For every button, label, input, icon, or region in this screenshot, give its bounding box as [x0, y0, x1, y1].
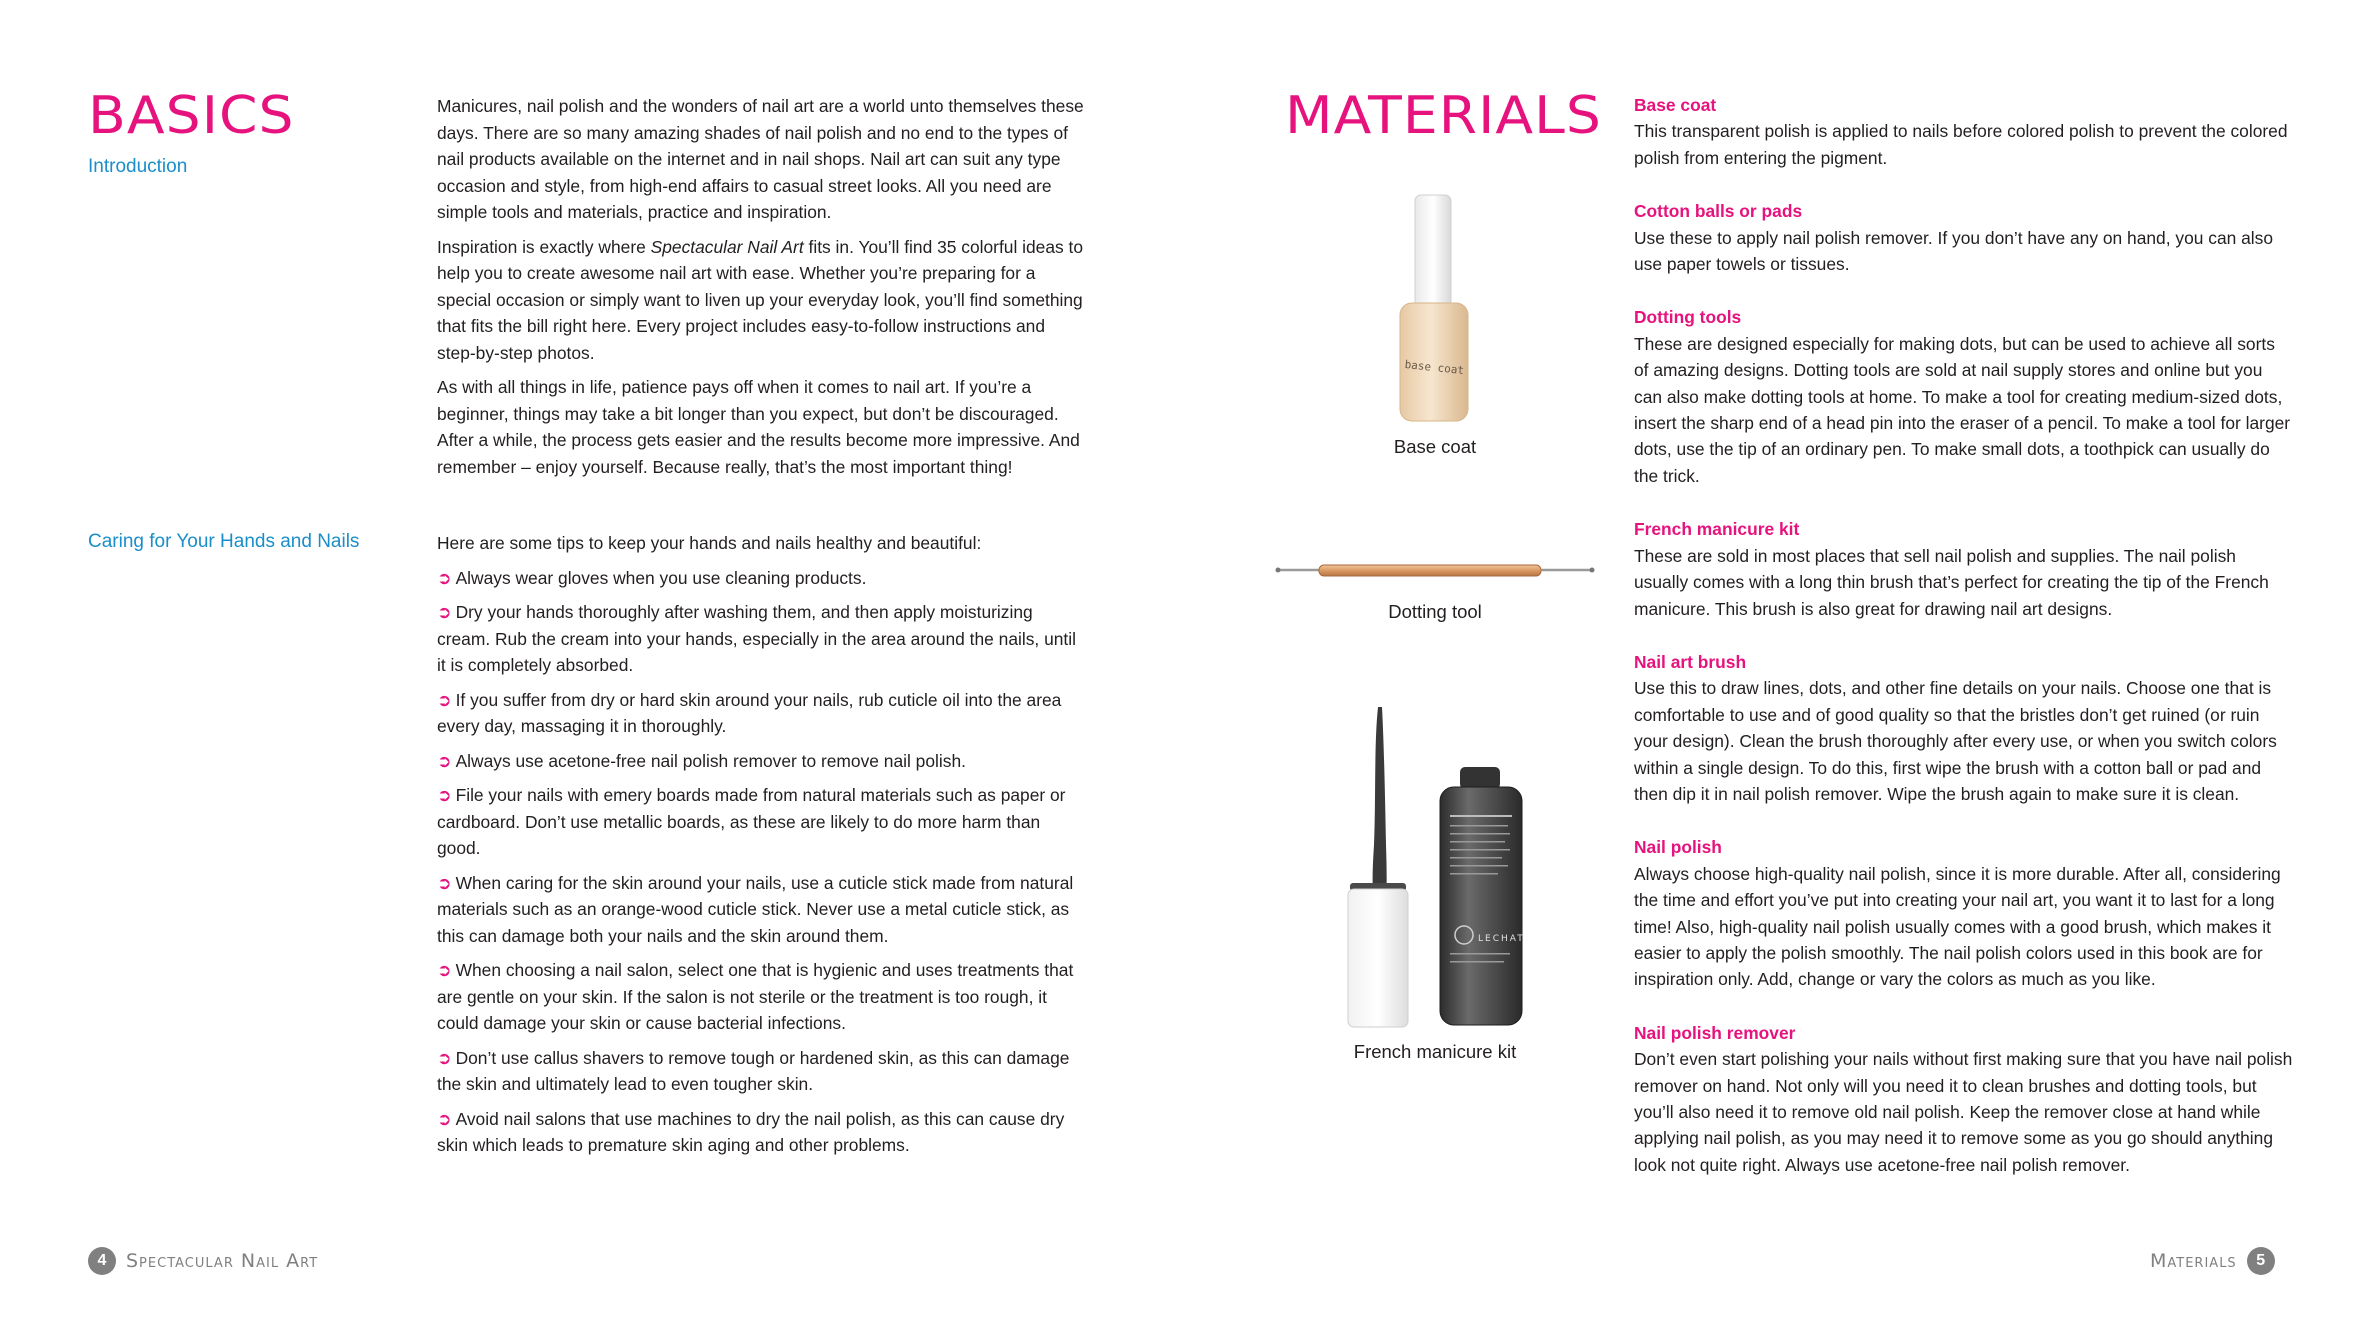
left-footer	[88, 1247, 318, 1275]
tip-item	[437, 748, 1087, 775]
tip-item	[437, 870, 1087, 950]
arrow-bullet-icon: ➲	[437, 1047, 452, 1068]
tip-item	[437, 1045, 1087, 1098]
material-description: Don’t even start polishing your nails without first making sure that you have nail polish remover on hand. Not only will you need it to clean brushes and dotting tools, but you’ll also need it to remove old nail polish. Keep the remover close at hand while applying nail polish, as you may need it to remove some as you go should anything look not quite right. Always use acetone-free nail polish remover.	[1634, 1049, 2293, 1175]
arrow-bullet-icon: ➲	[437, 750, 452, 771]
tip-text: Don’t use callus shavers to remove tough or hardened skin, as this can damage the skin and ultimately lead to even tougher skin.	[437, 1047, 1070, 1094]
arrow-bullet-icon: ➲	[437, 689, 452, 710]
material-entry	[1634, 834, 2294, 992]
material-title: French manicure kit	[1634, 519, 1800, 540]
tip-text: Always wear gloves when you use cleaning products.	[455, 567, 867, 588]
material-entry	[1634, 649, 2294, 807]
tip-item	[437, 782, 1087, 862]
book-title-italic: Spectacular Nail Art	[650, 236, 804, 257]
arrow-bullet-icon: ➲	[437, 602, 452, 622]
material-entry	[1634, 1020, 2294, 1178]
caring-tips	[437, 530, 1087, 1167]
french-manicure-kit-image	[1330, 705, 1540, 1035]
base-coat-bottle-image	[1385, 193, 1485, 433]
caring-label: Caring for Your Hands and Nails	[88, 531, 360, 552]
tip-text: Avoid nail salons that use machines to dry the nail polish, as this can cause dry skin which leads to premature skin aging and other problems.	[437, 1108, 1065, 1155]
book-title-footer: Spectacular Nail Art	[126, 1250, 319, 1272]
bottle-label: base coat	[1404, 357, 1465, 378]
material-description: Use this to draw lines, dots, and other fine details on your nails. Choose one that is comfortable to use and of good quality so that the bristles don’t get ruined (or ruin your design). Clean the brush thoroughly after every use, or when you switch colors within a single design. To do this, first wipe the brush with a cotton ball or pad and then dip it in nail polish remover. Wipe the brush again to make sure it is clean.	[1634, 678, 2277, 804]
page-number-right: 5	[2247, 1247, 2275, 1275]
kit-label: LECHAT	[1478, 934, 1525, 944]
arrow-bullet-icon: ➲	[437, 567, 452, 588]
introduction-label: Introduction	[88, 156, 188, 177]
tip-text: Always use acetone-free nail polish remover to remove nail polish.	[455, 750, 966, 771]
material-description: This transparent polish is applied to nails before colored polish to prevent the colored polish from entering the pigment.	[1634, 121, 2288, 168]
material-description: Always choose high-quality nail polish, since it is more durable. After all, considering the time and effort you’ve put into creating your nail art, you want it to last for a long time! Also, high-quality nail polish usually comes with a good brush, which makes it easier to apply the polish smoothly. The nail polish colors used in this book are for inspiration only. Add, change or vary the colors as much as you like.	[1634, 863, 2281, 990]
material-title: Nail polish	[1634, 837, 1722, 858]
dotting-tool-image	[1275, 555, 1595, 585]
material-description: Use these to apply nail polish remover. If you don’t have any on hand, you can also use paper towels or tissues.	[1634, 227, 2274, 275]
materials-heading: MATERIALS	[1285, 86, 1602, 146]
arrow-bullet-icon: ➲	[437, 785, 452, 805]
material-entry	[1634, 516, 2294, 622]
tip-text: If you suffer from dry or hard skin around your nails, rub cuticle oil into the area every day, massaging it in thoroughly.	[437, 689, 1062, 736]
material-title: Nail polish remover	[1634, 1022, 1796, 1043]
french-kit-caption: French manicure kit	[1353, 1041, 1517, 1062]
material-description: These are designed especially for making dots, but can be used to achieve all sorts of amazing designs. Dotting tools are sold at nail supply stores and online but you can also make dotting tools at home. To make a tool for creating medium-sized dots, insert the sharp end of a head pin into the eraser of a pencil. To make a tool for larger dots, use the tip of an ordinary pen. To make small dots, a toothpick can usually do the trick.	[1634, 333, 2291, 486]
material-title: Base coat	[1634, 95, 1717, 115]
basics-heading: BASICS	[88, 86, 295, 146]
base-coat-caption: Base coat	[1393, 436, 1477, 457]
intro-paragraph-1: Manicures, nail polish and the wonders of nail art are a world unto themselves these days. There are so many amazing shades of nail polish and no end to the types of nail products available on the internet and in nail shops. Nail art can suit any type occasion and style, from high-end affairs to casual street looks. All you need are simple tools and materials, practice and inspiration.	[437, 96, 1084, 222]
intro-paragraph-2-start: Inspiration is exactly where	[437, 236, 651, 257]
tip-item	[437, 957, 1087, 1037]
material-description: These are sold in most places that sell nail polish and supplies. The nail polish usually comes with a long thin brush that’s perfect for creating the tip of the French manicure. This brush is also great for drawing nail art designs.	[1634, 545, 2269, 619]
material-title: Dotting tools	[1634, 307, 1742, 328]
arrow-bullet-icon: ➲	[437, 960, 452, 980]
tip-text: Dry your hands thoroughly after washing them, and then apply moisturizing cream. Rub the cream into your hands, especially in the area around the nails, until it is completely absorbed.	[437, 602, 1076, 675]
tip-item	[437, 565, 1087, 592]
tip-item	[437, 1106, 1087, 1159]
material-title: Cotton balls or pads	[1634, 201, 1803, 222]
tip-text: File your nails with emery boards made from natural materials such as paper or cardboard. Don’t use metallic boards, as these are likely to do more harm than good.	[437, 785, 1066, 858]
material-entry	[1634, 304, 2294, 489]
introduction-text	[437, 93, 1087, 488]
section-title-footer: Materials	[2150, 1250, 2237, 1272]
material-entry	[1634, 92, 2294, 171]
arrow-bullet-icon: ➲	[437, 872, 452, 893]
arrow-bullet-icon: ➲	[437, 1108, 452, 1129]
material-title: Nail art brush	[1634, 651, 1747, 672]
intro-paragraph-2	[437, 234, 1087, 367]
intro-paragraph-3: As with all things in life, patience pays off when it comes to nail art. If you’re a beginner, things may take a bit longer than you expect, but don’t be discouraged. After a while, the process gets easier and the results become more impressive. And remember – enjoy yourself. Because really, that’s the most important thing!	[437, 377, 1080, 477]
materials-list	[1634, 92, 2294, 1205]
tip-text: When caring for the skin around your nails, use a cuticle stick made from natural materials such as an orange-wood cuticle stick. Never use a metal cuticle stick, as this can damage both your nails and the skin around them.	[437, 872, 1074, 946]
tip-item	[437, 599, 1087, 679]
intro-paragraph-2-end: fits in. You’ll find 35 colorful ideas to help you to create awesome nail art with ease. Whether you’re preparing for a special occasion or simply want to liven up your everyday look, you’ll find something that fits the bill right here. Every project includes easy-to-follow instructions and step-by-step photos.	[437, 236, 1084, 363]
caring-intro: Here are some tips to keep your hands and nails healthy and beautiful:	[437, 533, 982, 553]
tip-item	[437, 687, 1087, 740]
page-number-left: 4	[88, 1247, 116, 1275]
material-entry	[1634, 198, 2294, 277]
tip-text: When choosing a nail salon, select one that is hygienic and uses treatments that are gentle on your skin. If the salon is not sterile or the treatment is too rough, it could damage your skin or cause bacterial infections.	[437, 960, 1074, 1033]
right-footer	[2150, 1247, 2275, 1275]
dotting-tool-caption: Dotting tool	[1388, 601, 1482, 622]
tips-list	[437, 565, 1087, 1159]
